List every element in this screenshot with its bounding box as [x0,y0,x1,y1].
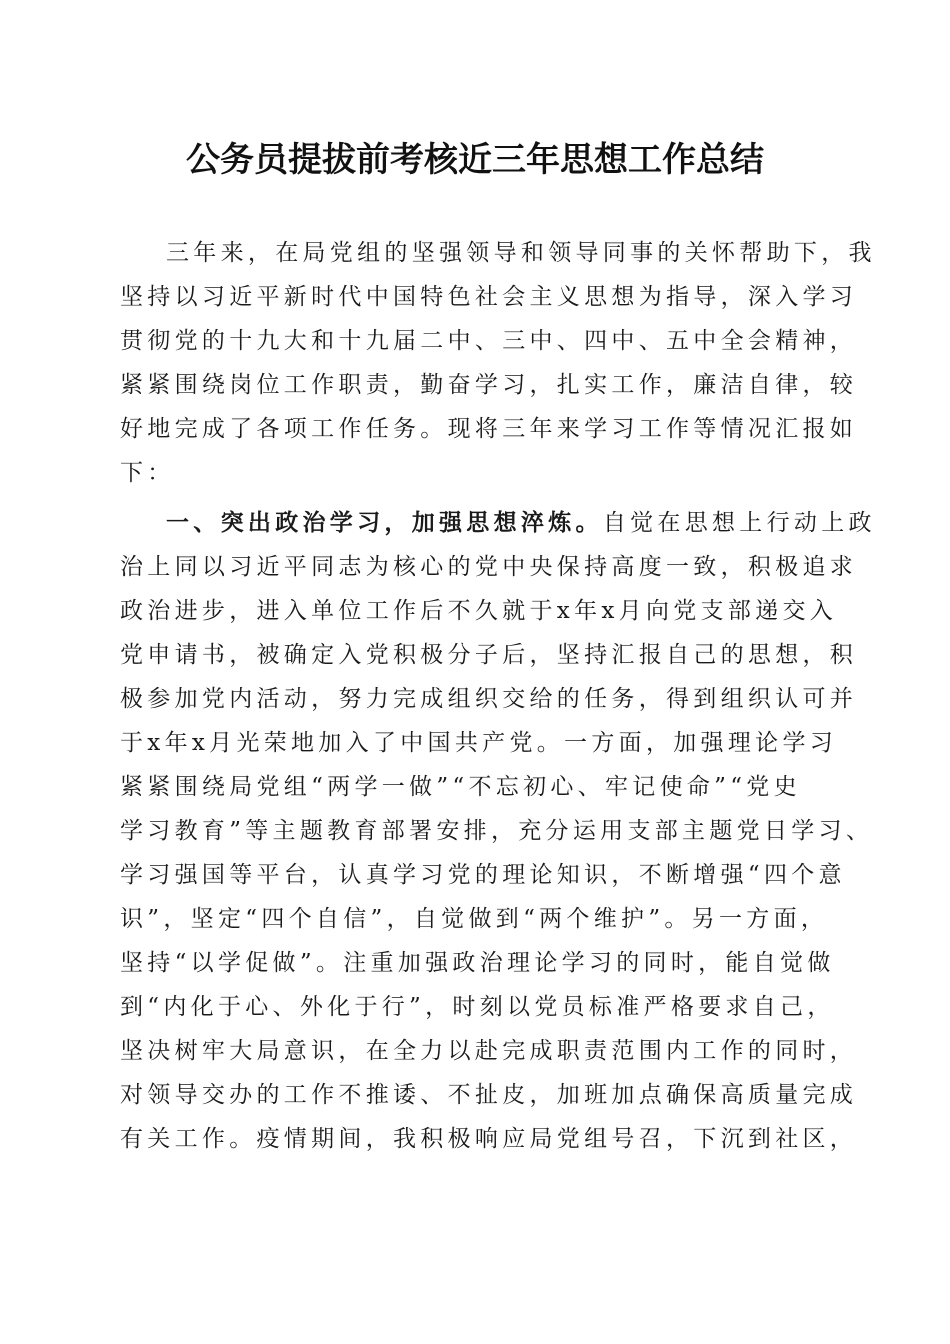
paragraph-line: 坚决树牢大局意识，在全力以赴完成职责范围内工作的同时， [120,1038,858,1064]
paragraph-line: 坚持“以学促做”。注重加强政治理论学习的同时，能自觉做 [120,950,835,976]
section-1-heading: 一、突出政治学习，加强思想淬炼。 [166,509,603,536]
paragraph-line: 党申请书，被确定入党积极分子后，坚持汇报自己的思想，积 [120,642,858,668]
paragraph-line: 治上同以习近平同志为核心的党中央保持高度一致，积极追求 [120,554,858,580]
paragraph-line: 紧紧围绕局党组“两学一做”“不忘初心、牢记使命”“党史 [120,774,801,800]
paragraph-line: 识”，坚定“四个自信”，自觉做到“两个维护”。另一方面， [120,906,829,932]
paragraph-line: 政治进步，进入单位工作后不久就于x年x月向党支部递交入 [120,598,838,624]
paragraph-line: 三年来，在局党组的坚强领导和领导同事的关怀帮助下，我 [166,240,876,266]
paragraph-line: 有关工作。疫情期间，我积极响应局党组号召，下沉到社区， [120,1126,858,1152]
section-1-first-line [166,503,876,543]
paragraph-line: 紧紧围绕岗位工作职责，勤奋学习，扎实工作，廉洁自律，较 [120,372,858,398]
paragraph-line: 于x年x月光荣地加入了中国共产党。一方面，加强理论学习 [120,730,838,756]
paragraph-line: 对领导交办的工作不推诿、不扯皮，加班加点确保高质量完成 [120,1082,858,1108]
paragraph-line: 学习教育”等主题教育部署安排，充分运用支部主题党日学习、 [120,818,874,844]
paragraph-line: 坚持以习近平新时代中国特色社会主义思想为指导，深入学习 [120,284,858,310]
paragraph-line: 好地完成了各项工作任务。现将三年来学习工作等情况汇报如 [120,416,858,442]
paragraph-line: 下： [120,460,175,486]
document-title: 公务员提拔前考核近三年思想工作总结 [186,140,764,180]
paragraph-line: 到“内化于心、外化于行”，时刻以党员标准严格要求自己， [120,994,835,1020]
section-1-first-line-text: 自觉在思想上行动上政 [602,510,876,536]
paragraph-line: 贯彻党的十九大和十九届二中、三中、四中、五中全会精神， [120,328,858,354]
paragraph-line: 极参加党内活动，努力完成组织交给的任务，得到组织认可并 [120,686,858,712]
paragraph-line: 学习强国等平台，认真学习党的理论知识，不断增强“四个意 [120,862,846,888]
